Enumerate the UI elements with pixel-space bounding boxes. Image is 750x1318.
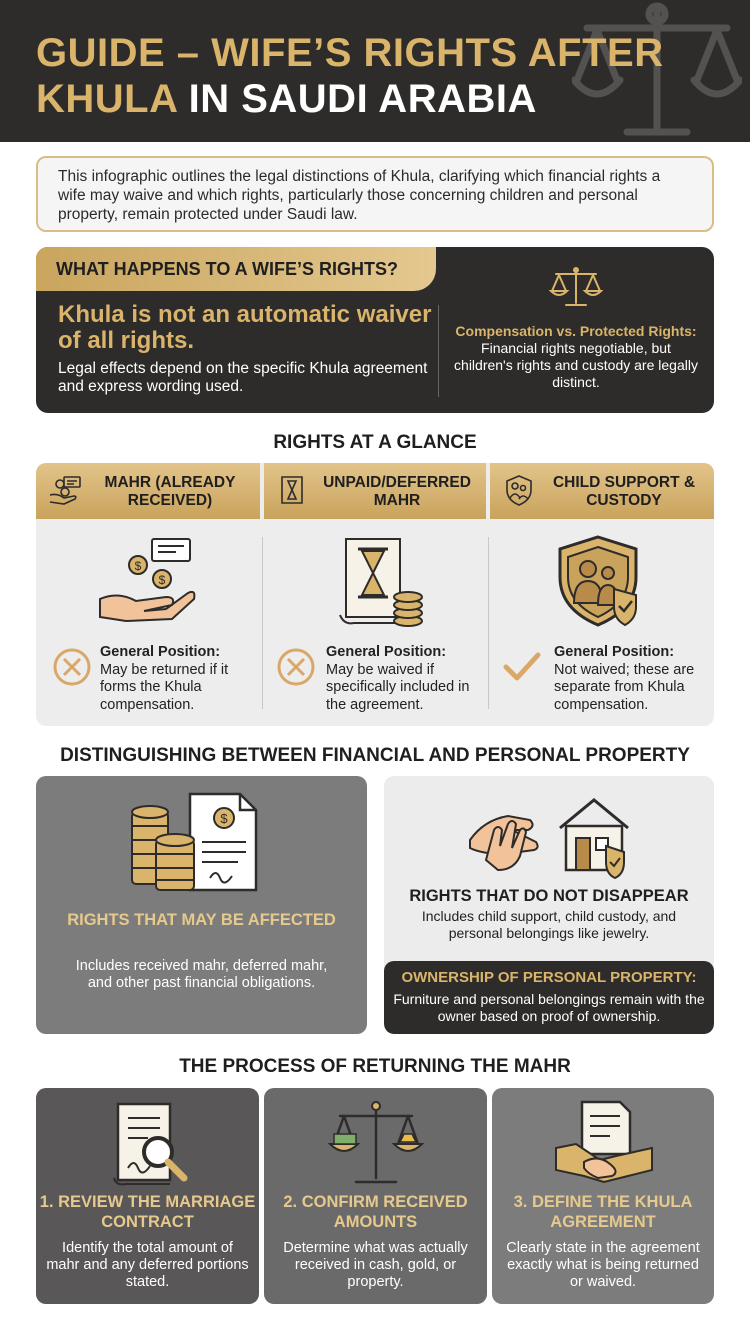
divider (438, 305, 439, 397)
svg-text:$: $ (220, 811, 228, 826)
step-define-title: 3. DEFINE THE KHULA AGREEMENT (513, 1193, 693, 1231)
rights-may-be-affected-card (36, 776, 367, 1034)
rights-do-not-disappear-title: RIGHTS THAT DO NOT DISAPPEAR (409, 887, 689, 905)
glance-header-deferred-label: UNPAID/DEFERRED MAHR (323, 474, 471, 509)
glance-child-position: General Position: Not waived; these are separate from Khula compensation. (554, 644, 695, 713)
step-review-contract (36, 1088, 259, 1304)
hand-with-coins-icon (96, 535, 206, 631)
family-shield-check-icon (548, 533, 658, 629)
step-confirm-title: 2. CONFIRM RECEIVED AMOUNTS (283, 1193, 468, 1231)
what-happens-panel (36, 247, 714, 413)
compensation-vs-protected: Compensation vs. Protected Rights: Financial rights negotiable, but children's rights and custody are legally distinct. (454, 323, 698, 390)
glance-header-mahr-label: MAHR (ALREADY RECEIVED) (104, 474, 236, 509)
scale-cash-gold-icon (326, 1098, 426, 1188)
ownership-title: OWNERSHIP OF PERSONAL PROPERTY: (401, 969, 697, 986)
glance-header-child-label: CHILD SUPPORT & CUSTODY (552, 474, 696, 509)
document-magnifier-icon (98, 1098, 198, 1188)
step-review-title: 1. REVIEW THE MARRIAGE CONTRACT (39, 1193, 256, 1231)
glance-header-deferred (264, 463, 486, 519)
step-review-text: Identify the total amount of mahr and any deferred portions stated. (46, 1240, 249, 1290)
step-confirm-amounts (264, 1088, 487, 1304)
step-define-agreement (492, 1088, 714, 1304)
header-banner (0, 0, 750, 142)
rights-may-be-affected-title: RIGHTS THAT MAY BE AFFECTED (67, 911, 336, 929)
rights-may-be-affected-text: Includes received mahr, deferred mahr, and other past financial obligations. (75, 958, 328, 991)
rights-do-not-disappear-text: Includes child support, child custody, and personal belongings like jewelry. (421, 908, 677, 941)
process-title: THE PROCESS OF RETURNING THE MAHR (179, 1056, 571, 1077)
checkmark-icon (502, 647, 542, 687)
distinguishing-title: DISTINGUISHING BETWEEN FINANCIAL AND PERSONAL PROPERTY (60, 745, 690, 766)
x-circle-icon (276, 647, 316, 687)
scales-of-justice-icon (548, 265, 604, 309)
money-hand-icon (48, 473, 82, 507)
rights-do-not-disappear-card (384, 776, 714, 1034)
divider (262, 537, 263, 709)
glance-mahr-position: General Position: May be returned if it forms the Khula compensation. (100, 644, 229, 713)
hourglass-scroll-icon (276, 473, 310, 507)
rights-at-a-glance-title: RIGHTS AT A GLANCE (273, 432, 477, 453)
what-happens-headline: Khula is not an automatic waiver of all rights. (58, 301, 432, 354)
what-happens-heading: WHAT HAPPENS TO A WIFE’S RIGHTS? (36, 247, 436, 291)
what-happens-subtext: Legal effects depend on the specific Khula agreement and express wording used. (58, 360, 428, 395)
coins-document-icon (128, 792, 278, 896)
rights-at-a-glance-panel (36, 463, 714, 726)
svg-text:$: $ (158, 573, 166, 587)
handshake-document-icon (554, 1098, 654, 1188)
page-title: GUIDE – WIFE’S RIGHTS AFTER KHULA IN SAUDI ARABIA (36, 31, 664, 121)
hands-house-shield-icon (464, 790, 634, 880)
x-circle-icon (52, 647, 92, 687)
glance-header-mahr (36, 463, 260, 519)
family-shield-icon (502, 473, 536, 507)
glance-header-child (490, 463, 714, 519)
glance-deferred-position: General Position: May be waived if specifically included in the agreement. (326, 644, 470, 713)
scroll-hourglass-coins-icon (320, 535, 430, 631)
step-define-text: Clearly state in the agreement exactly what is being returned or waived. (506, 1240, 700, 1290)
divider (488, 537, 489, 709)
intro-text: This infographic outlines the legal distinctions of Khula, clarifying which financial rights a wife may waive and which rights, particularly those concerning children and personal property, remain protected under Saudi law. (36, 156, 714, 232)
ownership-text: Furniture and personal belongings remain with the owner based on proof of ownership. (393, 991, 705, 1024)
ownership-box (384, 961, 714, 1034)
step-confirm-text: Determine what was actually received in cash, gold, or property. (283, 1240, 468, 1290)
svg-text:$: $ (134, 559, 142, 573)
